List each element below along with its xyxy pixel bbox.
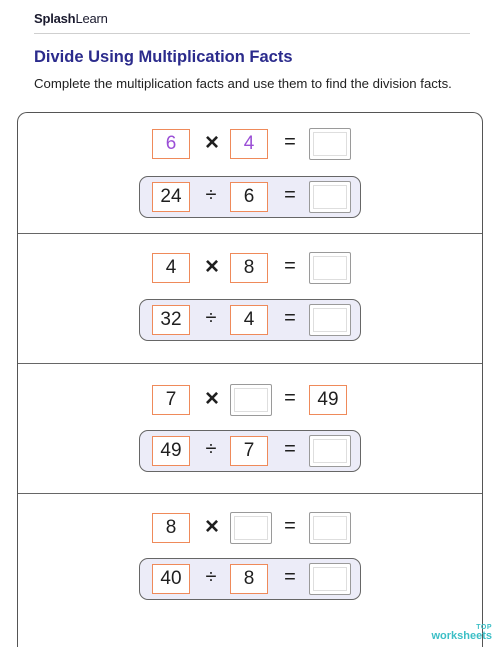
footer-line2: worksheets [431, 630, 492, 642]
brand-logo [34, 11, 108, 26]
brand-bold: Splash [34, 11, 76, 26]
multiplication-row [18, 513, 482, 549]
division-row [18, 436, 482, 472]
division-row [18, 564, 482, 600]
brand-light: Learn [75, 11, 108, 26]
product-answer-box[interactable] [309, 252, 351, 284]
product-box: 49 [309, 385, 347, 415]
equals-symbol: = [284, 566, 296, 588]
dividend-box: 24 [152, 182, 190, 212]
quotient-answer-box[interactable] [309, 563, 351, 595]
problems-card [17, 112, 483, 647]
problem-section [18, 233, 482, 363]
times-symbol: × [204, 129, 219, 156]
divisor-box: 8 [230, 564, 268, 594]
equals-symbol: = [284, 255, 296, 277]
divide-symbol: ÷ [205, 184, 217, 206]
factor-a-box: 8 [152, 513, 190, 543]
factor-b-box: 4 [230, 129, 268, 159]
equals-symbol: = [284, 387, 296, 409]
division-row [18, 305, 482, 341]
problem-section [18, 363, 482, 493]
dividend-box: 40 [152, 564, 190, 594]
divisor-box: 7 [230, 436, 268, 466]
divide-symbol: ÷ [205, 307, 217, 329]
equals-symbol: = [284, 438, 296, 460]
factor-b-answer-box[interactable] [230, 512, 272, 544]
dividend-box: 32 [152, 305, 190, 335]
division-row [18, 182, 482, 218]
dividend-box: 49 [152, 436, 190, 466]
quotient-answer-box[interactable] [309, 304, 351, 336]
divisor-box: 6 [230, 182, 268, 212]
factor-a-box: 6 [152, 129, 190, 159]
equals-symbol: = [284, 184, 296, 206]
factor-b-box: 8 [230, 253, 268, 283]
quotient-answer-box[interactable] [309, 435, 351, 467]
header-rule [34, 33, 470, 34]
divide-symbol: ÷ [205, 566, 217, 588]
divide-symbol: ÷ [205, 438, 217, 460]
multiplication-row [18, 129, 482, 165]
product-answer-box[interactable] [309, 128, 351, 160]
times-symbol: × [204, 513, 219, 540]
quotient-answer-box[interactable] [309, 181, 351, 213]
factor-b-answer-box[interactable] [230, 384, 272, 416]
worksheet-title: Divide Using Multiplication Facts [34, 48, 293, 66]
times-symbol: × [204, 385, 219, 412]
times-symbol: × [204, 253, 219, 280]
worksheet-instructions: Complete the multiplication facts and use them to find the division facts. [34, 76, 452, 91]
factor-a-box: 4 [152, 253, 190, 283]
equals-symbol: = [284, 131, 296, 153]
footer-line1: TOP [476, 624, 492, 631]
equals-symbol: = [284, 515, 296, 537]
footer-logo [431, 624, 492, 642]
factor-a-box: 7 [152, 385, 190, 415]
multiplication-row [18, 385, 482, 421]
equals-symbol: = [284, 307, 296, 329]
divisor-box: 4 [230, 305, 268, 335]
problem-section [18, 493, 482, 648]
multiplication-row [18, 253, 482, 289]
product-answer-box[interactable] [309, 512, 351, 544]
problem-section [18, 113, 482, 233]
